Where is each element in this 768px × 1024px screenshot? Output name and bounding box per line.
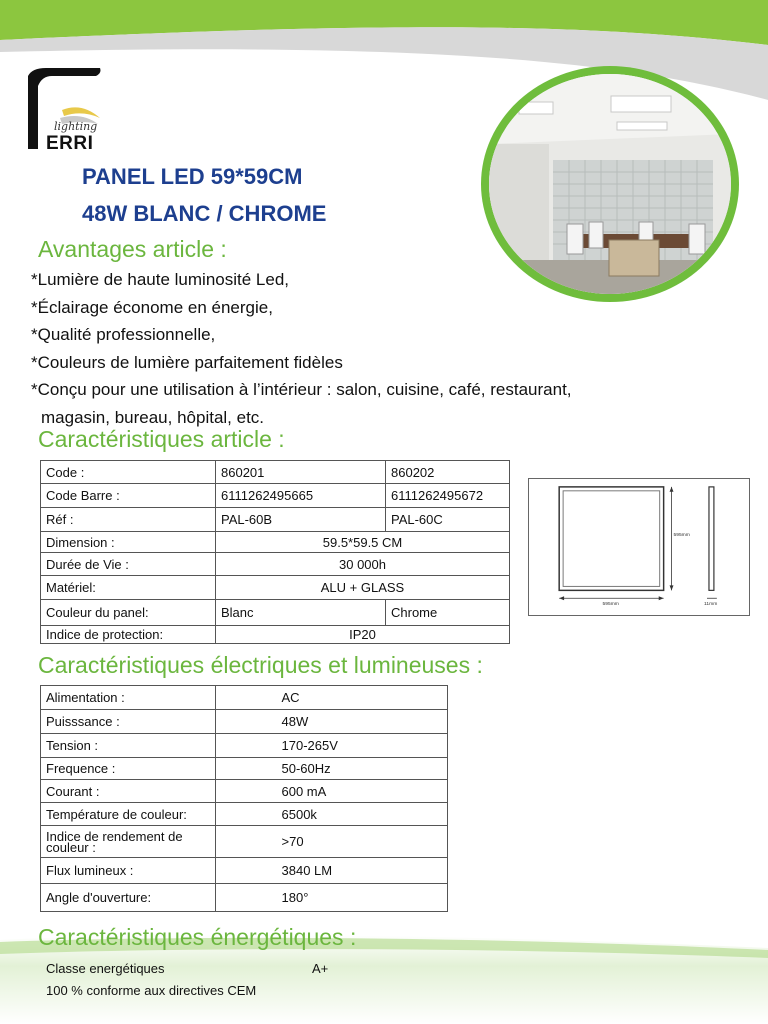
table-cell <box>41 826 216 858</box>
table-row <box>41 686 448 710</box>
table-cell <box>216 734 448 758</box>
table-cell <box>216 803 448 826</box>
table-value: 180° <box>281 890 309 905</box>
table-cell: IP20 <box>216 626 510 644</box>
table-value: 170-265V <box>281 738 338 753</box>
energy-class-value: A+ <box>312 961 329 976</box>
table-cell: Couleur du panel: <box>41 600 216 626</box>
advantages-heading: Avantages article : <box>38 236 227 262</box>
table-value: 48W <box>281 714 309 729</box>
table-row <box>41 710 448 734</box>
list-item: *Qualité professionnelle, <box>31 325 216 344</box>
table-row <box>41 576 510 600</box>
table-cell <box>216 780 448 803</box>
table-cell: Frequence : <box>41 758 216 780</box>
table-row <box>41 758 448 780</box>
table-cell: 30 000h <box>216 553 510 576</box>
logo-lighting-text: lighting <box>54 120 98 133</box>
table-cell: Flux lumineux : <box>41 858 216 884</box>
table-cell: Réf : <box>41 508 216 532</box>
energy-class-label: Classe energétiques <box>46 961 165 976</box>
table-cell: Code : <box>41 461 216 484</box>
table-value: 50-60Hz <box>281 761 331 776</box>
table-cell: Chrome <box>386 600 510 626</box>
advantages-list <box>31 266 731 431</box>
diagram-depth-label: 11mm <box>704 602 718 608</box>
article-spec-table <box>40 460 510 644</box>
table-row <box>41 734 448 758</box>
list-item: *Conçu pour une utilisation à l’intérieur : salon, cuisine, café, restaurant, <box>31 380 572 399</box>
table-row <box>41 461 510 484</box>
table-value: 3840 LM <box>281 863 333 878</box>
table-cell <box>216 710 448 734</box>
table-cell: Température de couleur: <box>41 803 216 826</box>
table-cell: Alimentation : <box>41 686 216 710</box>
table-value: 6500k <box>281 806 317 822</box>
table-cell: 6111262495665 <box>216 484 386 508</box>
table-cell: Angle d'ouverture: <box>41 884 216 912</box>
table-value: AC <box>281 690 300 705</box>
list-item: *Lumière de haute luminosité Led, <box>31 270 289 289</box>
table-cell: Durée de Vie : <box>41 553 216 576</box>
table-cell <box>216 758 448 780</box>
list-item: *Couleurs de lumière parfaitement fidèles <box>31 352 343 372</box>
office-photo <box>489 74 731 294</box>
table-row <box>41 803 448 826</box>
table-cell: Indice de protection: <box>41 626 216 644</box>
diagram-height-label: 595mm <box>673 533 690 539</box>
table-label-line: Indice de rendement de <box>46 828 183 844</box>
table-cell: 860201 <box>216 461 386 484</box>
table-row <box>41 826 448 858</box>
table-row <box>41 626 510 644</box>
table-row <box>41 532 510 553</box>
list-item: magasin, bureau, hôpital, etc. <box>41 407 265 427</box>
table-cell: Tension : <box>41 734 216 758</box>
table-row <box>41 600 510 626</box>
dimension-diagram <box>528 478 750 616</box>
product-title-line1: PANEL LED 59*59CM <box>82 164 303 189</box>
table-row <box>41 484 510 508</box>
table-cell: Dimension : <box>41 532 216 553</box>
table-cell: Courant : <box>41 780 216 803</box>
table-cell: Blanc <box>216 600 386 626</box>
table-cell <box>216 686 448 710</box>
energy-heading: Caractéristiques énergétiques : <box>38 924 357 950</box>
table-row <box>41 780 448 803</box>
table-cell: 6111262495672 <box>386 484 510 508</box>
table-cell: 59.5*59.5 CM <box>216 532 510 553</box>
table-cell: ALU + GLASS <box>216 576 510 600</box>
table-row <box>41 858 448 884</box>
table-cell: Matériel: <box>41 576 216 600</box>
table-row <box>41 553 510 576</box>
table-cell: Code Barre : <box>41 484 216 508</box>
table-value: 600 mA <box>281 783 327 799</box>
product-title-line2: 48W BLANC / CHROME <box>82 201 327 226</box>
table-cell: 860202 <box>386 461 510 484</box>
table-cell: PAL-60C <box>386 508 510 532</box>
table-cell <box>216 826 448 858</box>
diagram-width-label: 595mm <box>602 602 619 608</box>
table-value: >70 <box>281 834 304 849</box>
table-cell: PAL-60B <box>216 508 386 532</box>
electrical-heading: Caractéristiques électriques et lumineuses : <box>38 652 483 678</box>
characteristics-heading: Caractéristiques article : <box>38 426 285 452</box>
table-cell <box>216 858 448 884</box>
table-label-line: couleur : <box>46 839 96 855</box>
table-cell: Puisssance : <box>41 710 216 734</box>
electrical-spec-table <box>40 685 448 912</box>
logo-brand-text: ERRI <box>46 133 94 154</box>
energy-compliance-text: 100 % conforme aux directives CEM <box>46 983 257 998</box>
table-row <box>41 508 510 532</box>
list-item: *Éclairage économe en énergie, <box>31 297 273 317</box>
